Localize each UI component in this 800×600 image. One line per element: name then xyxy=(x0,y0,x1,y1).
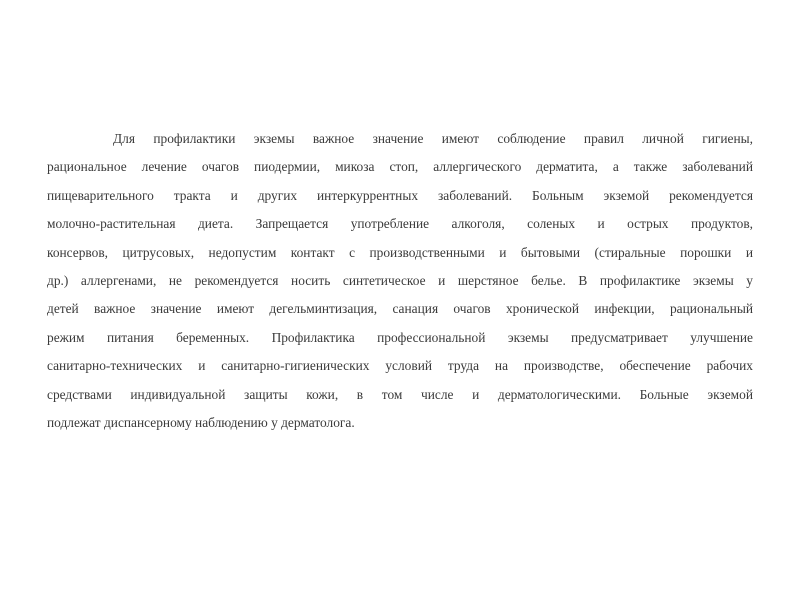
body-paragraph xyxy=(47,125,753,437)
paragraph-line: подлежат диспансерному наблюдению у дерматолога. xyxy=(47,414,355,430)
paragraph-line: консервов, цитрусовых, недопустим контакт с производственными и бытовыми (стиральные порошки и xyxy=(47,244,753,260)
paragraph-line: др.) аллергенами, не рекомендуется носить синтетическое и шерстяное белье. В профилактике экземы у xyxy=(47,272,753,288)
paragraph-line: Для профилактики экземы важное значение имеют соблюдение правил личной гигиены, xyxy=(113,131,753,146)
paragraph-line: санитарно-технических и санитарно-гигиенических условий труда на производстве, обеспечение рабочих xyxy=(47,358,753,374)
paragraph-line: средствами индивидуальной защиты кожи, в том числе и дерматологическими. Больные экземой xyxy=(47,386,753,402)
paragraph-line: пищеварительного тракта и других интеркуррентных заболеваний. Больным экземой рекомендуется xyxy=(47,187,753,203)
paragraph-line: молочно-растительная диета. Запрещается употребление алкоголя, соленых и острых продуктов, xyxy=(47,216,753,232)
paragraph-line: режим питания беременных. Профилактика профессиональной экземы предусматривает улучшение xyxy=(47,329,753,345)
paragraph-line: рациональное лечение очагов пиодермии, микоза стоп, аллергического дерматита, а также заболеваний xyxy=(47,159,753,175)
paragraph-line: детей важное значение имеют дегельминтизация, санация очагов хронической инфекции, рациональный xyxy=(47,301,753,317)
